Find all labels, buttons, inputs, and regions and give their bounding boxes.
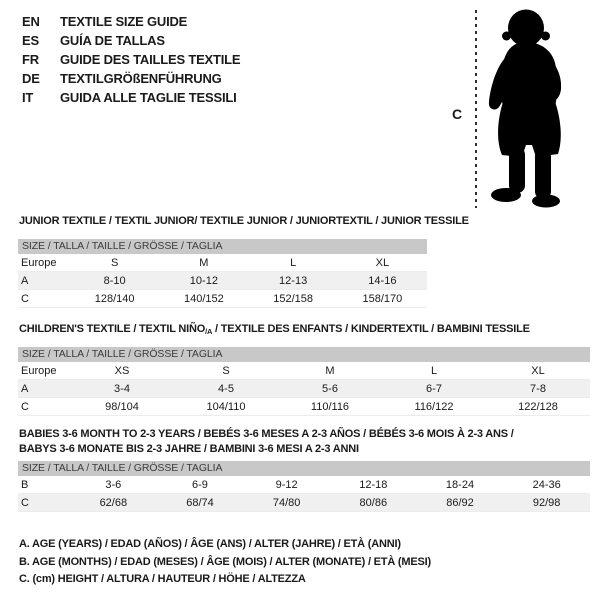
measure-legend <box>19 536 431 589</box>
table-cell: 14-16 <box>368 274 397 287</box>
junior-size-table <box>18 239 427 308</box>
row-label: Europe <box>21 364 57 377</box>
table-cell: 3-6 <box>105 478 122 491</box>
lang-code: ES <box>22 33 39 48</box>
height-measure-line <box>475 10 477 208</box>
lang-row-es <box>22 31 240 50</box>
legend-line-c: C. (cm) HEIGHT / ALTURA / HAUTEUR / HÖHE / ALTEZZA <box>19 573 306 585</box>
lang-code: EN <box>22 14 40 29</box>
babies-title-line1: BABIES 3-6 MONTH TO 2-3 YEARS / BEBÉS 3-6 MESES A 2-3 AÑOS / BÉBÉS 3-6 MOIS À 2-3 ANS / <box>19 428 514 440</box>
row-label: A <box>21 382 29 395</box>
children-title-subscript: /A <box>205 327 213 336</box>
table-cell: 12-18 <box>359 478 388 491</box>
row-label: B <box>21 478 29 491</box>
babies-section-title <box>19 427 514 457</box>
babies-size-table <box>18 461 590 512</box>
table-cell: 68/74 <box>186 496 214 509</box>
table-row <box>18 494 590 512</box>
table-cell: XS <box>114 364 130 377</box>
table-cell: 110/116 <box>310 400 350 413</box>
table-row <box>18 272 427 290</box>
table-cell: S <box>222 364 230 377</box>
table-cell: 86/92 <box>446 496 474 509</box>
row-label: A <box>21 274 29 287</box>
junior-section-title <box>19 215 469 227</box>
junior-title-text: JUNIOR TEXTILE / TEXTIL JUNIOR/ TEXTILE JUNIOR / JUNIORTEXTIL / JUNIOR TESSILE <box>19 215 469 227</box>
table-cell: 104/110 <box>206 400 246 413</box>
language-header <box>22 12 240 107</box>
height-measure-label: C <box>452 106 463 122</box>
table-row <box>18 476 590 494</box>
table-cell: S <box>110 256 119 269</box>
table-cell: 6-7 <box>426 382 442 395</box>
table-cell: 18-24 <box>445 478 475 491</box>
lang-row-it <box>22 88 240 107</box>
table-row <box>18 362 590 380</box>
table-cell: M <box>325 364 335 377</box>
baby-silhouette-image <box>484 9 568 209</box>
table-cell: L <box>290 256 297 269</box>
size-header-bar: SIZE / TALLA / TAILLE / GRÖSSE / TAGLIA <box>18 347 590 362</box>
table-cell: 116/122 <box>414 400 454 413</box>
table-cell: 74/80 <box>272 496 301 509</box>
table-cell: 10-12 <box>189 274 218 287</box>
table-cell: 5-6 <box>322 382 338 395</box>
table-cell: 80/86 <box>359 496 388 509</box>
lang-label: TEXTILE SIZE GUIDE <box>60 14 188 29</box>
table-cell: XL <box>375 256 390 269</box>
table-cell: 62/68 <box>99 496 128 509</box>
table-cell: 128/140 <box>94 292 135 305</box>
legend-line-b: B. AGE (MONTHS) / EDAD (MESES) / ÂGE (MOIS) / ALTER (MONATE) / ETÀ (MESI) <box>19 555 431 568</box>
table-row <box>18 380 590 398</box>
table-cell: L <box>430 364 438 377</box>
row-label: C <box>21 292 29 305</box>
table-cell: 3-4 <box>114 382 130 395</box>
lang-row-de <box>22 69 240 88</box>
table-cell: 122/128 <box>518 400 558 413</box>
table-cell: 98/104 <box>105 400 139 413</box>
row-label: C <box>21 400 29 413</box>
table-cell: 92/98 <box>532 496 561 509</box>
lang-code: IT <box>22 90 34 105</box>
children-title-prefix: CHILDREN'S TEXTILE / TEXTIL NIÑO <box>19 323 206 335</box>
table-row <box>18 254 427 272</box>
table-cell: 4-5 <box>218 382 234 395</box>
babies-title-line2: BABYS 3-6 MONATE BIS 2-3 JAHRE / BAMBINI 3-6 MESI A 2-3 ANNI <box>19 443 359 455</box>
lang-row-fr <box>22 50 240 69</box>
table-cell: XL <box>531 364 545 377</box>
lang-code: FR <box>22 52 39 67</box>
children-section-title <box>19 323 530 336</box>
lang-code: DE <box>22 71 40 86</box>
table-cell: 158/170 <box>362 292 403 305</box>
lang-row-en <box>22 12 240 31</box>
table-cell: 8-10 <box>103 274 126 287</box>
size-header-bar: SIZE / TALLA / TAILLE / GRÖSSE / TAGLIA <box>18 239 427 254</box>
table-cell: 7-8 <box>530 382 546 395</box>
table-cell: M <box>199 256 209 269</box>
table-cell: 140/152 <box>183 292 224 305</box>
children-size-table <box>18 347 590 416</box>
legend-line-a: A. AGE (YEARS) / EDAD (AÑOS) / ÂGE (ANS) / ALTER (JAHRE) / ETÀ (ANNI) <box>19 538 401 550</box>
lang-label: GUIDA ALLE TAGLIE TESSILI <box>60 90 237 105</box>
table-cell: 24-36 <box>532 478 561 491</box>
table-cell: 152/158 <box>273 292 313 305</box>
lang-label: GUIDE DES TAILLES TEXTILE <box>60 52 241 67</box>
row-label: C <box>21 496 29 509</box>
row-label: Europe <box>21 256 57 269</box>
table-cell: 12-13 <box>279 274 308 287</box>
lang-label: GUÍA DE TALLAS <box>60 33 165 48</box>
size-header-bar: SIZE / TALLA / TAILLE / GRÖSSE / TAGLIA <box>18 461 590 476</box>
lang-label: TEXTILGRÖßENFÜHRUNG <box>60 71 222 86</box>
table-row <box>18 290 427 308</box>
table-row <box>18 398 590 416</box>
table-cell: 6-9 <box>192 478 208 491</box>
table-cell: 9-12 <box>275 478 298 491</box>
children-title-suffix: / TEXTILE DES ENFANTS / KINDERTEXTIL / BAMBINI TESSILE <box>212 323 530 335</box>
